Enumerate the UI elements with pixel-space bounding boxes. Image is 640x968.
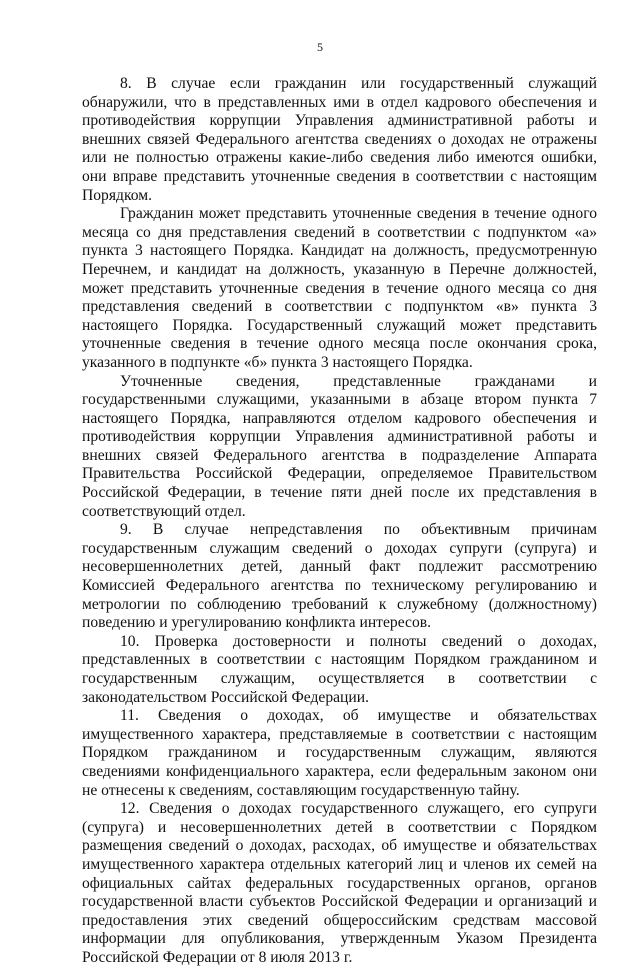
paragraph-updated-info: Уточненные сведения, представленные гражданами и государственными служащими, указанными в абзаце втором пункта 7 настоящего Порядка, направляются отделом кадрового обеспечения и противодействия коррупции Управления административной работы и внешних связей Федерального агентства в подразделение Аппарата Правительства Российской Федерации, определяемое Правительством Российской Федерации, в течение пяти дней после их представления в соответствующий отдел. <box>82 372 597 520</box>
paragraph-8: 8. В случае если гражданин или государственный служащий обнаружили, что в представленных ими в отдел кадрового обеспечения и противодействия коррупции Управления административной работы и внешних связей Федерального агентства сведениях о доходах не отражены или не полностью отражены какие-либо сведения либо имеются ошибки, они вправе представить уточненные сведения в соответствии с настоящим Порядком. <box>82 75 597 204</box>
paragraph-citizen-update: Гражданин может представить уточненные сведения в течение одного месяца со дня представления сведений в соответствии с подпунктом «а» пункта 3 настоящего Порядка. Кандидат на должность, предусмотренную Перечнем, и кандидат на должность, указанную в Перечне должностей, может представить уточненные сведения в течение одного месяца со дня представления сведений в соответствии с подпунктом «в» пункта 3 настоящего Порядка. Государственный служащий может представить уточненные сведения в течение одного месяца после окончания срока, указанного в подпункте «б» пункта 3 настоящего Порядка. <box>82 205 597 371</box>
paragraph-12: 12. Сведения о доходах государственного служащего, его супруги (супруга) и несовершеннолетних детей в соответствии с Порядком размещения сведений о доходах, расходах, об имуществе и обязательствах имущественного характера отдельных категорий лиц и членов их семей на официальных сайтах федеральных государственных органов, органов государственной власти субъектов Российской Федерации и организаций и предоставления этих сведений общероссийским средствам массовой информации для опубликования, утвержденным Указом Президента Российской Федерации от 8 июля 2013 г. <box>82 800 597 966</box>
document-body <box>82 75 597 968</box>
paragraph-10: 10. Проверка достоверности и полноты сведений о доходах, представленных в соответствии с настоящим Порядком гражданином и государственным служащим, осуществляется в соответствии с законодательством Российской Федерации. <box>82 632 597 706</box>
page-number: 5 <box>317 40 323 54</box>
paragraph-9: 9. В случае непредставления по объективным причинам государственным служащим сведений о доходах супруги (супруга) и несовершеннолетних детей, данный факт подлежит рассмотрению Комиссией Федерального агентства по техническому регулированию и метрологии по соблюдению требований к служебному (должностному) поведению и урегулированию конфликта интересов. <box>82 521 597 632</box>
paragraph-11: 11. Сведения о доходах, об имуществе и обязательствах имущественного характера, представляемые в соответствии с настоящим Порядком гражданином и государственным служащим, являются сведениями конфиденциального характера, если федеральным законом они не отнесены к сведениям, составляющим государственную тайну. <box>82 707 597 799</box>
